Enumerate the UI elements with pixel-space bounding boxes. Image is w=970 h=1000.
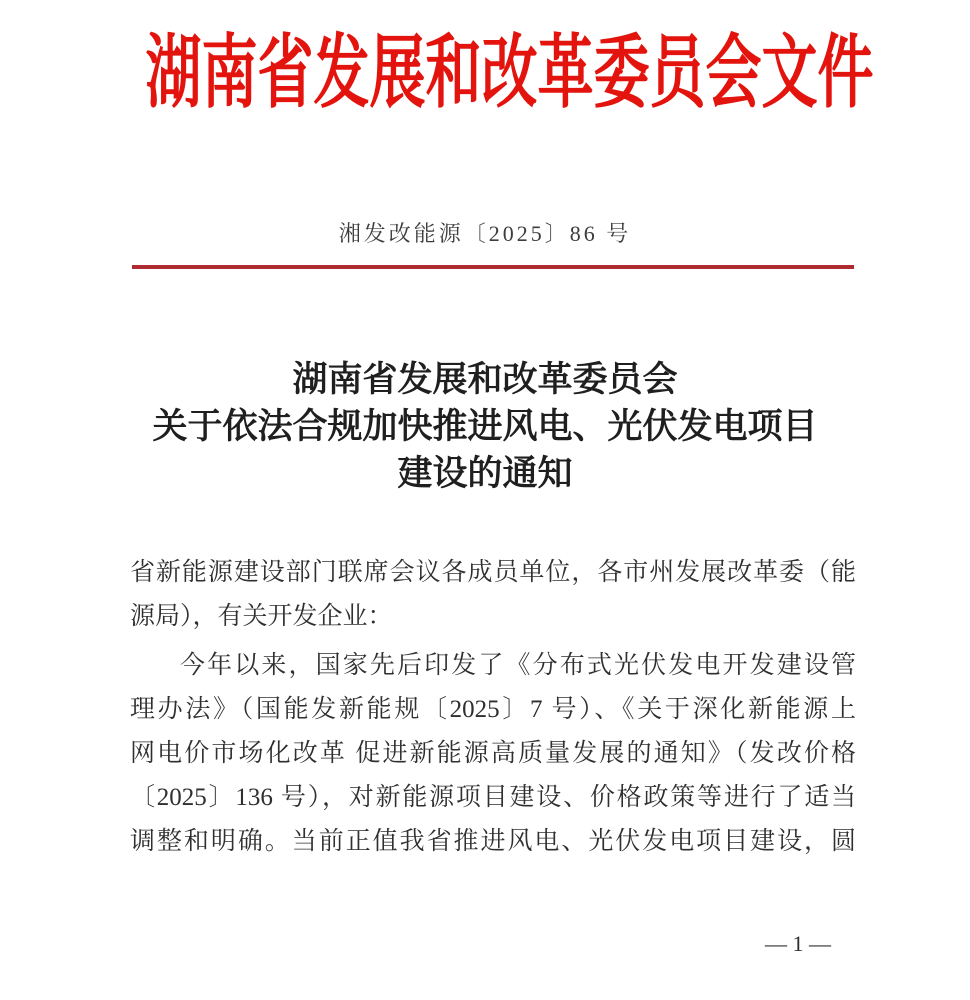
red-divider-line [132,265,854,269]
paragraph-line: 调整和明确。当前正值我省推进风电、光伏发电项目建设，圆 [130,828,856,855]
document-title [0,356,970,497]
salutation-line: 源局），有关开发企业： [130,603,393,630]
document-body [130,551,856,864]
salutation-line: 省新能源建设部门联席会议各成员单位，各市州发展改革委（能 [130,559,856,586]
paragraph-line: 〔2025〕136 号），对新能源项目建设、价格政策等进行了适当 [130,784,856,811]
document-title-line: 建设的通知 [397,454,573,493]
paragraph-line: 今年以来，国家先后印发了《分布式光伏发电开发建设管 [180,652,856,679]
agency-letterhead-title: 湖南省发展和改革委员会文件 [145,30,874,118]
page-number: — 1 — [765,931,831,956]
document-reference-number: 湘发改能源〔2025〕86 号 [338,221,632,246]
document-title-line: 湖南省发展和改革委员会 [292,360,678,399]
paragraph-line: 理办法》（国能发新能规〔2025〕7 号）、《关于深化新能源上 [130,696,856,723]
document-title-line: 关于依法合规加快推进风电、光伏发电项目 [152,407,818,446]
paragraph-line: 网电价市场化改革 促进新能源高质量发展的通知》（发改价格 [130,740,856,767]
